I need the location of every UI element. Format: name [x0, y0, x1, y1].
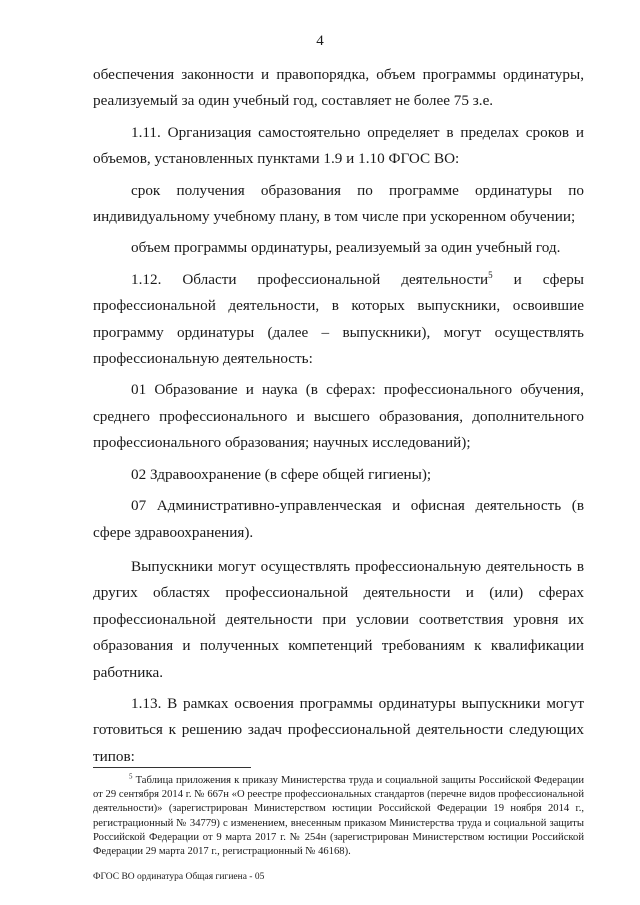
list-item-healthcare: 02 Здравоохранение (в сфере общей гигиены); [131, 465, 432, 483]
document-footer: ФГОС ВО ординатура Общая гигиена - 05 [93, 872, 265, 882]
paragraph-volume: объем программы ординатуры, реализуемый за один учебный год. [131, 239, 561, 257]
paragraph-term: срок получения образования по программе ординатуры по индивидуальному учебному плану, в том числе при ускоренном обучении; [93, 181, 584, 226]
footnote-marker: 5 [129, 772, 133, 781]
list-item-education: 01 Образование и наука (в сферах: профессионального обучения, среднего профессионального и высшего образования, дополнительного профессионального образования; научных исследований); [93, 381, 584, 452]
document-body [93, 62, 584, 770]
paragraph-1-13: 1.13. В рамках освоения программы ординатуры выпускники могут готовиться к решению задач профессиональной деятельности следующих типов: [93, 694, 584, 765]
footnote-reference: 5 [488, 269, 493, 280]
list-item-administration: 07 Административно-управленческая и офисная деятельность (в сфере здравоохранения). [93, 497, 584, 541]
footnote-text: Таблица приложения к приказу Министерства труда и социальной защиты Российской Федерации от 29 сентября 2014 г. № 667н «О реестре профессиональных стандартов (перечне видов профессиональной деятельности)» (зарегистрирован Министерством юстиции Российской Федерации 19 ноября 2014 г., регистрационный № 34779) с изменением, внесенным приказом Министерства труда и социальной защиты Российской Федерации от 9 марта 2017 г. № 254н (зарегистрирован Министерством юстиции Российской Федерации 29 марта 2017 г., регистрационный № 46168). [93, 775, 584, 858]
footnote [93, 774, 584, 859]
paragraph-1-12 [93, 267, 584, 373]
paragraph-continuation: обеспечения законности и правопорядка, объем программы ординатуры, реализуемый за один учебный год, составляет не более 75 з.е. [93, 66, 584, 110]
footnote-separator [93, 767, 251, 768]
page-number: 4 [316, 33, 324, 49]
paragraph-1-12-start: 1.12. Области профессиональной деятельности [131, 270, 489, 288]
paragraph-1-12-rest: и сферы профессиональной деятельности, в которых выпускники, освоившие программу ординатуры (далее – выпускники), могут осуществлять профессиональную деятельность: [93, 270, 584, 368]
paragraph-1-11: 1.11. Организация самостоятельно определяет в пределах сроков и объемов, установленных пунктами 1.9 и 1.10 ФГОС ВО: [93, 123, 584, 168]
paragraph-graduates: Выпускники могут осуществлять профессиональную деятельность в других областях профессиональной деятельности и (или) сферах профессиональной деятельности при условии соответствия уровня их образования и полученных компетенций требованиям к квалификации работника. [93, 557, 584, 681]
